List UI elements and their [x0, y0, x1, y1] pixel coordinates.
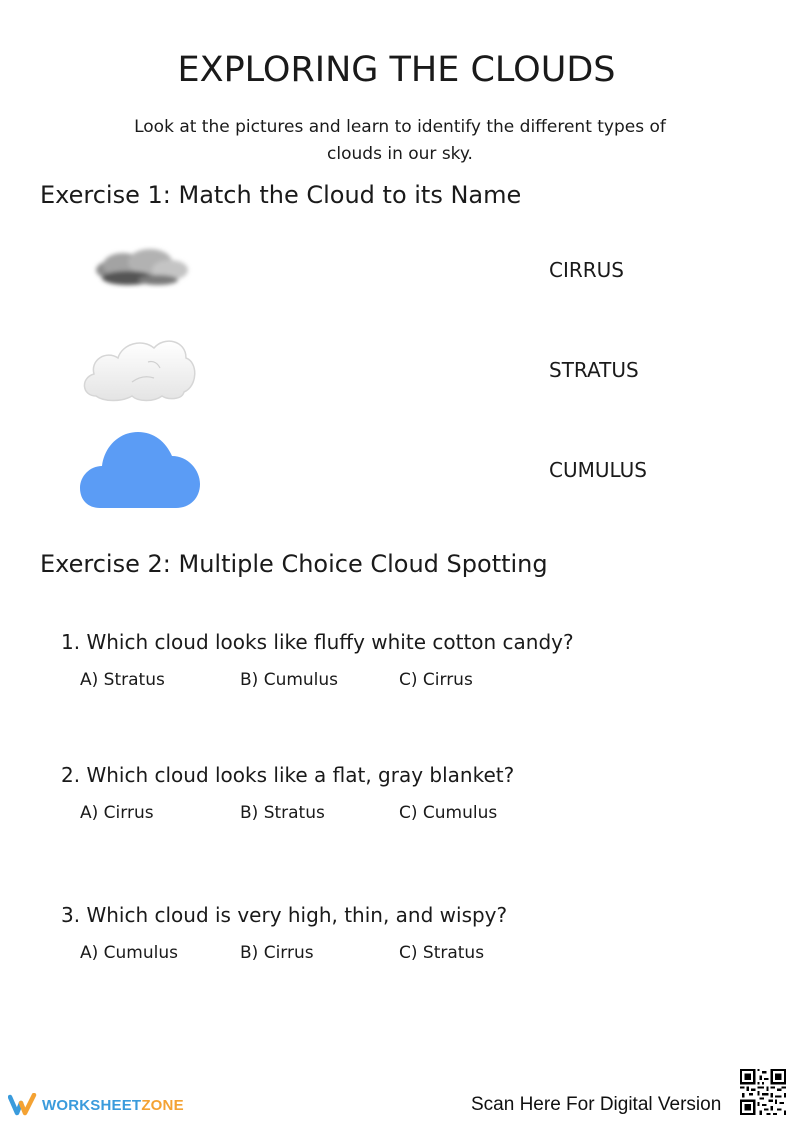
question-1-option-c[interactable]: C) Cirrus — [399, 670, 473, 690]
scan-instruction: Scan Here For Digital Version — [471, 1094, 722, 1115]
intro-text: Look at the pictures and learn to identify the different types of clouds in our sky. — [134, 117, 666, 164]
cloud-name-1: CIRRUS — [549, 258, 624, 282]
page-title: EXPLORING THE CLOUDS — [177, 50, 616, 90]
question-3-option-c[interactable]: C) Stratus — [399, 943, 485, 963]
question-3: 3. Which cloud is very high, thin, and wispy? — [61, 903, 508, 927]
fluffy-cloud-icon — [78, 334, 200, 406]
question-2-option-b[interactable]: B) Stratus — [240, 803, 325, 823]
exercise-2-heading: Exercise 2: Multiple Choice Cloud Spotting — [40, 550, 548, 578]
logo-w-icon — [8, 1093, 38, 1117]
cloud-name-3: CUMULUS — [549, 458, 647, 482]
qr-code-icon[interactable] — [740, 1069, 786, 1115]
question-1: 1. Which cloud looks like fluffy white cotton candy? — [61, 630, 574, 654]
question-1-option-b[interactable]: B) Cumulus — [240, 670, 339, 690]
question-2-option-a[interactable]: A) Cirrus — [80, 803, 154, 823]
storm-cloud-icon — [88, 240, 198, 302]
logo-wordmark — [42, 1097, 184, 1114]
blue-cloud-icon — [78, 428, 202, 510]
exercise-1-heading: Exercise 1: Match the Cloud to its Name — [40, 181, 522, 209]
question-1-option-a[interactable]: A) Stratus — [80, 670, 165, 690]
question-3-option-b[interactable]: B) Cirrus — [240, 943, 314, 963]
question-2-option-c[interactable]: C) Cumulus — [399, 803, 498, 823]
worksheetzone-logo — [8, 1090, 184, 1120]
logo-accent-text: ZONE — [141, 1096, 184, 1114]
cloud-name-2: STRATUS — [549, 358, 639, 382]
logo-main-text: WORKSHEET — [42, 1096, 142, 1114]
question-3-option-a[interactable]: A) Cumulus — [80, 943, 178, 963]
question-2: 2. Which cloud looks like a flat, gray blanket? — [61, 763, 515, 787]
